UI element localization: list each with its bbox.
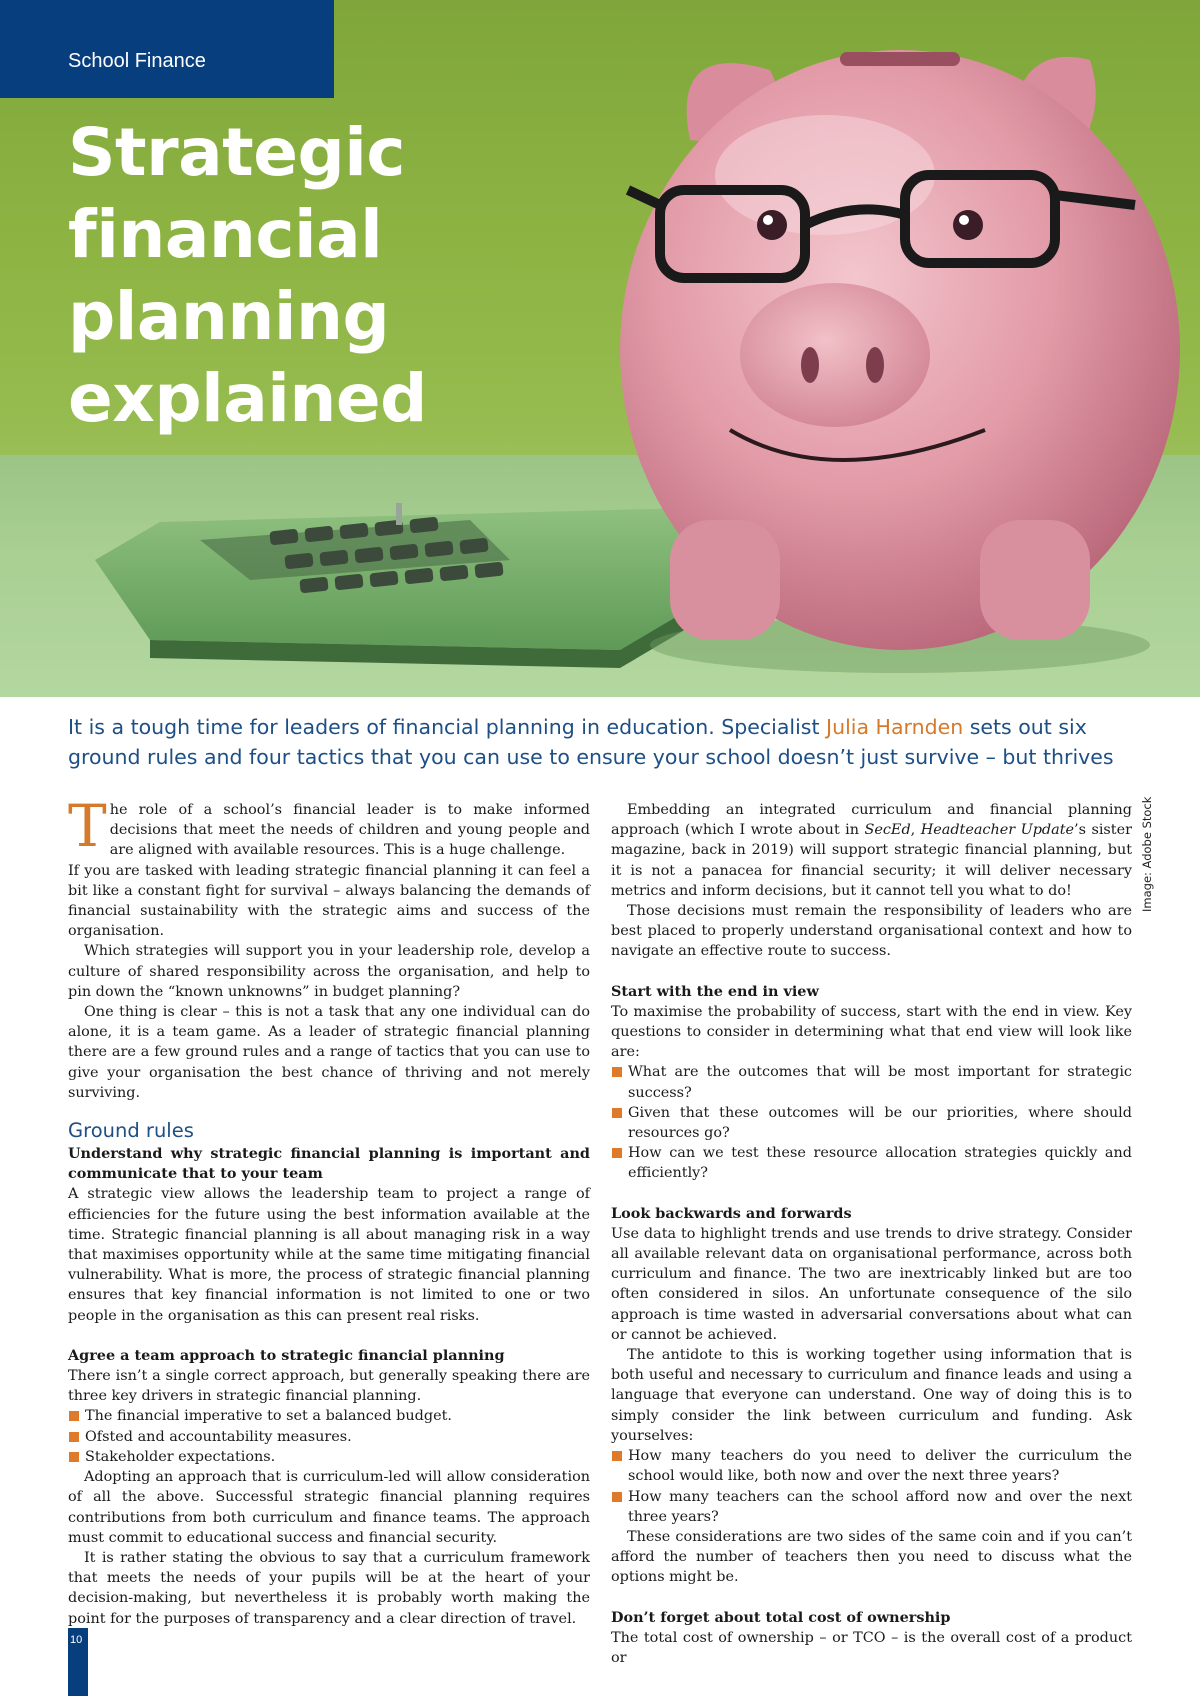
drop-cap: T [68,792,107,860]
body-paragraph: Use data to highlight trends and use trends to drive strategy. Consider all available relevant data on organisational performance, across both curriculum and finance. The two are inextricably linked but are too often considered in silos. An unfortunate consequence of the silo approach is time wasted in adversarial conversations about what can or cannot be achieved. [611,1225,1132,1343]
headline-line: planning [68,278,390,355]
body-paragraph: A strategic view allows the leadership team to project a range of efficiencies for the future using the best information available at the time. Strategic financial planning is all about managing risk in a way that maximises opportunity while at the same time mitigating financial vulnerability. What is more, the process of strategic financial planning ensures that key financial information is not limited to one or two people in the organisation as this can present real risks. [68,1186,590,1324]
body-paragraph: Adopting an approach that is curriculum-led will allow consideration of all the above. Successful strategic financial planning requires contributions from both curriculum and finance teams. The approach must commit to educational success and financial security. [68,1469,590,1546]
headline-line: financial [68,196,383,273]
body-paragraph: There isn’t a single correct approach, but generally speaking there are three key drivers in strategic financial planning. [68,1368,590,1405]
paragraph-text: ’s sister magazine, back in 2019) will support strategic financial planning, but it is not a panacea for financial security; it will deliver necessary metrics and inform decisions, but it cannot tell you what to do! [611,822,1132,899]
bullet-list [68,1406,590,1467]
list-item: Given that these outcomes will be our priorities, where should resources go? [611,1103,1132,1143]
author-name: Julia Harnden [826,715,964,739]
body-paragraph: It is rather stating the obvious to say that a curriculum framework that meets the needs of your pupils will be at the heart of your decision-making, but nevertheless it is probably worth making the point for the purposes of transparency and a clear direction of travel. [68,1549,590,1627]
bullet-list [611,1062,1132,1183]
body-paragraph: To maximise the probability of success, start with the end in view. Key questions to consider in determining what that end view will look like are: [611,1003,1132,1061]
body-paragraph: Those decisions must remain the responsibility of leaders who are best placed to properly understand organisational context and how to navigate an effective route to success. [611,903,1132,960]
publication-name: Headteacher Update [920,822,1075,839]
right-column [611,800,1132,1668]
body-paragraph: The total cost of ownership – or TCO – is the overall cost of a product or [611,1629,1132,1666]
section-label [0,0,334,98]
page-number: 10 [70,1634,83,1646]
bullet-list [611,1446,1132,1527]
paragraph-text: he role of a school’s financial leader is to make informed decisions that meet the needs of children and young people and are aligned with available resources. This is a huge challenge. [109,802,590,859]
image-credit: Image: Adobe Stock [1140,796,1154,912]
calculator-icon [95,503,732,668]
section-label-text: School Finance [68,50,206,72]
body-paragraph [68,792,590,861]
left-column [68,792,590,1629]
list-item: Stakeholder expectations. [68,1447,590,1467]
list-item: Ofsted and accountability measures. [68,1427,590,1447]
subheading: Start with the end in view [611,982,819,1000]
standfirst [68,712,1148,772]
list-item: The financial imperative to set a balanced budget. [68,1406,590,1426]
list-item: What are the outcomes that will be most important for strategic success? [611,1062,1132,1102]
subheading: Understand why strategic financial planning is important and communicate that to your team [68,1145,590,1183]
body-paragraph [611,800,1132,901]
subheading: Agree a team approach to strategic financial planning [68,1346,505,1364]
body-paragraph: Which strategies will support you in your leadership role, develop a culture of shared responsibility across the organisation, and help to pin down the “known unknowns” in budget planning? [68,943,590,1000]
hero-image [0,0,1200,697]
body-paragraph: These considerations are two sides of the same coin and if you can’t afford the number of teachers then you need to discuss what the options might be. [611,1528,1132,1586]
standfirst-text: It is a tough time for leaders of financial planning in education. Specialist [68,715,827,739]
body-paragraph: If you are tasked with leading strategic financial planning it can feel a bit like a constant fight for survival – always balancing the demands of financial sustainability with the strategic aims and success of the organisation. [68,862,590,940]
paragraph-text: Embedding an integrated curriculum and financial planning approach (which I wrote about in [611,802,1132,839]
body-paragraph: One thing is clear – this is not a task that any one individual can do alone, it is a team game. As a leader of strategic financial planning there are a few ground rules and a range of tactics that you can use to give your organisation the best chance of thriving and not merely surviving. [68,1004,590,1101]
list-item: How many teachers can the school afford now and over the next three years? [611,1487,1132,1527]
standfirst-text: sets out six ground rules and four tactics that you can use to ensure your school doesn’t just survive – but thrives [68,715,1114,769]
headline-line: Strategic [68,114,405,191]
body-paragraph: The antidote to this is working together using information that is both useful and necessary to curriculum and finance leads and using a language that everyone can understand. One way of doing this is to simply consider the link between curriculum and funding. Ask yourselves: [611,1347,1132,1444]
section-heading: Ground rules [68,1119,194,1143]
article-headline [68,112,528,440]
subheading: Look backwards and forwards [611,1204,852,1222]
publication-name: SecEd [864,822,911,839]
pig-icon [620,50,1180,673]
headline-line: explained [68,360,427,437]
subheading: Don’t forget about total cost of ownership [611,1608,951,1626]
list-item: How many teachers do you need to deliver the curriculum the school would like, both now and over the next three years? [611,1446,1132,1486]
paragraph-text: , [910,822,921,839]
list-item: How can we test these resource allocation strategies quickly and efficiently? [611,1143,1132,1183]
